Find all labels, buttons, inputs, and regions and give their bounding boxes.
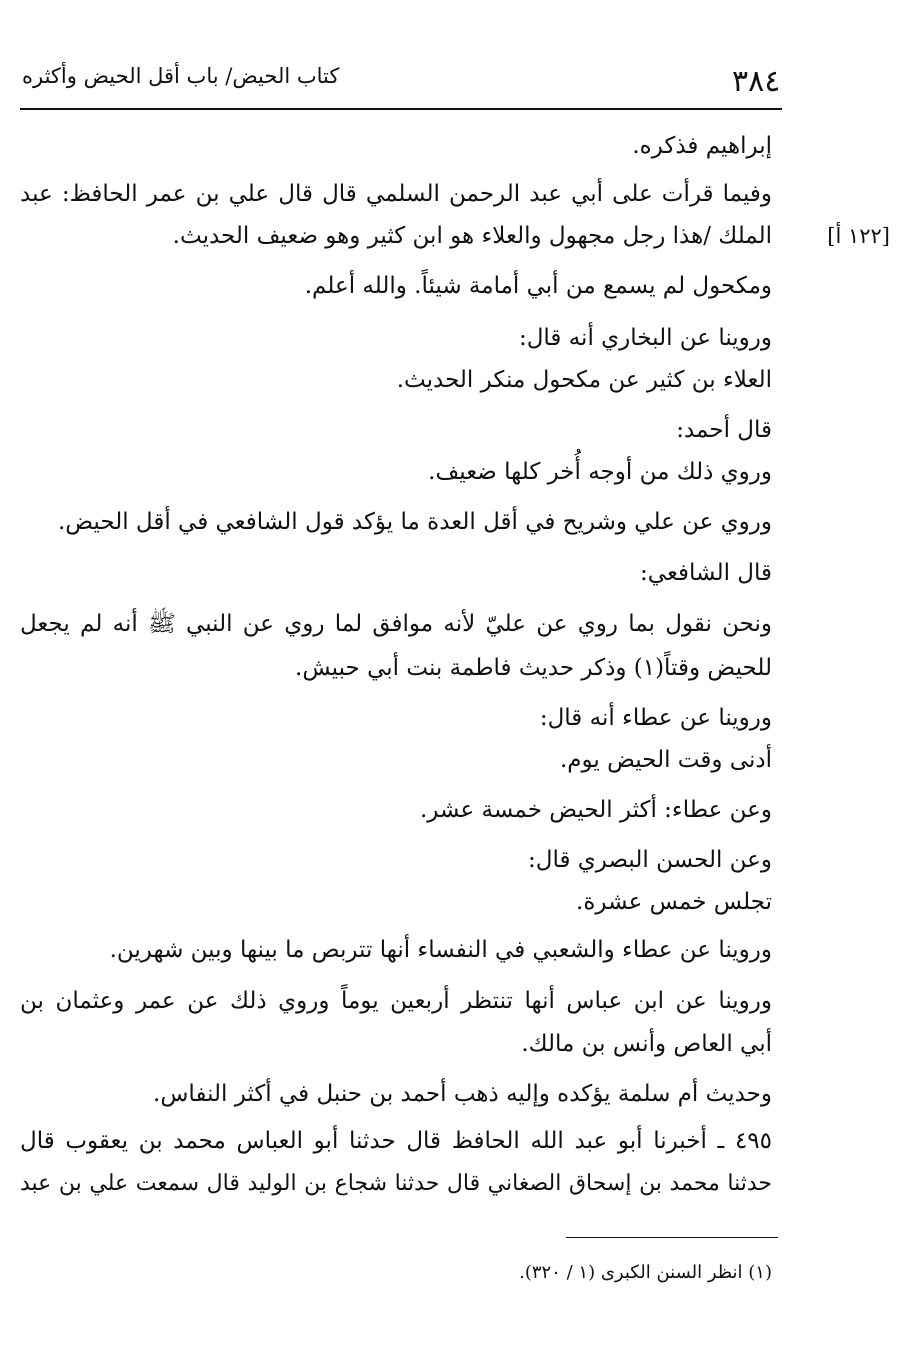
text-line: حدثنا محمد بن إسحاق الصغاني قال حدثنا شجاع بن الوليد قال سمعت علي بن عبد bbox=[20, 1171, 772, 1196]
text-line: ومكحول لم يسمع من أبي أمامة شيئاً. والله أعلم. bbox=[304, 273, 772, 299]
text-line: وروينا عن البخاري أنه قال: bbox=[518, 325, 772, 351]
text-line: وروينا عن عطاء والشعبي في النفساء أنها تتربص ما بينها وبين شهرين. bbox=[109, 937, 772, 963]
text-line: وحديث أم سلمة يؤكده وإليه ذهب أحمد بن حنبل في أكثر النفاس. bbox=[153, 1081, 772, 1107]
text-line: أدنى وقت الحيض يوم. bbox=[559, 747, 772, 773]
text-line: وعن عطاء: أكثر الحيض خمسة عشر. bbox=[420, 797, 772, 823]
text-line: وروي ذلك من أوجه أُخر كلها ضعيف. bbox=[428, 459, 772, 485]
text-line: وروي عن علي وشريح في أقل العدة ما يؤكد قول الشافعي في أقل الحيض. bbox=[57, 509, 772, 535]
footnote: (١) انظر السنن الكبرى (١ / ٣٢٠). bbox=[519, 1262, 772, 1283]
text-line: العلاء بن كثير عن مكحول منكر الحديث. bbox=[396, 367, 772, 393]
page-number: ٣٨٤ bbox=[732, 64, 781, 99]
footnote-divider bbox=[566, 1237, 778, 1238]
text-line: تجلس خمس عشرة. bbox=[576, 889, 772, 915]
margin-note: [١٢٢ أ] bbox=[827, 224, 890, 248]
text-line: ٤٩٥ ـ أخبرنا أبو عبد الله الحافظ قال حدثنا أبو العباس محمد بن يعقوب قال bbox=[20, 1128, 772, 1154]
running-title: كتاب الحيض/ باب أقل الحيض وأكثره bbox=[22, 64, 340, 88]
page-header bbox=[20, 58, 782, 110]
text-line: أبي العاص وأنس بن مالك. bbox=[521, 1031, 772, 1057]
text-line: قال أحمد: bbox=[676, 417, 772, 443]
text-line: قال الشافعي: bbox=[640, 560, 772, 586]
text-line: وروينا عن عطاء أنه قال: bbox=[539, 705, 772, 731]
text-line: وعن الحسن البصري قال: bbox=[528, 847, 772, 873]
text-line: وفيما قرأت على أبي عبد الرحمن السلمي قال قال علي بن عمر الحافظ: عبد bbox=[20, 181, 772, 207]
text-line: إبراهيم فذكره. bbox=[632, 133, 772, 159]
text-line: الملك /هذا رجل مجهول والعلاء هو ابن كثير وهو ضعيف الحديث. bbox=[172, 223, 772, 249]
text-line: وروينا عن ابن عباس أنها تنتظر أربعين يوماً وروي ذلك عن عمر وعثمان بن bbox=[20, 988, 772, 1014]
text-line: للحيض وقتاً(١) وذكر حديث فاطمة بنت أبي حبيش. bbox=[295, 655, 772, 681]
text-line: ونحن نقول بما روي عن عليّ لأنه موافق لما روي عن النبي ﷺ أنه لم يجعل bbox=[20, 611, 772, 637]
